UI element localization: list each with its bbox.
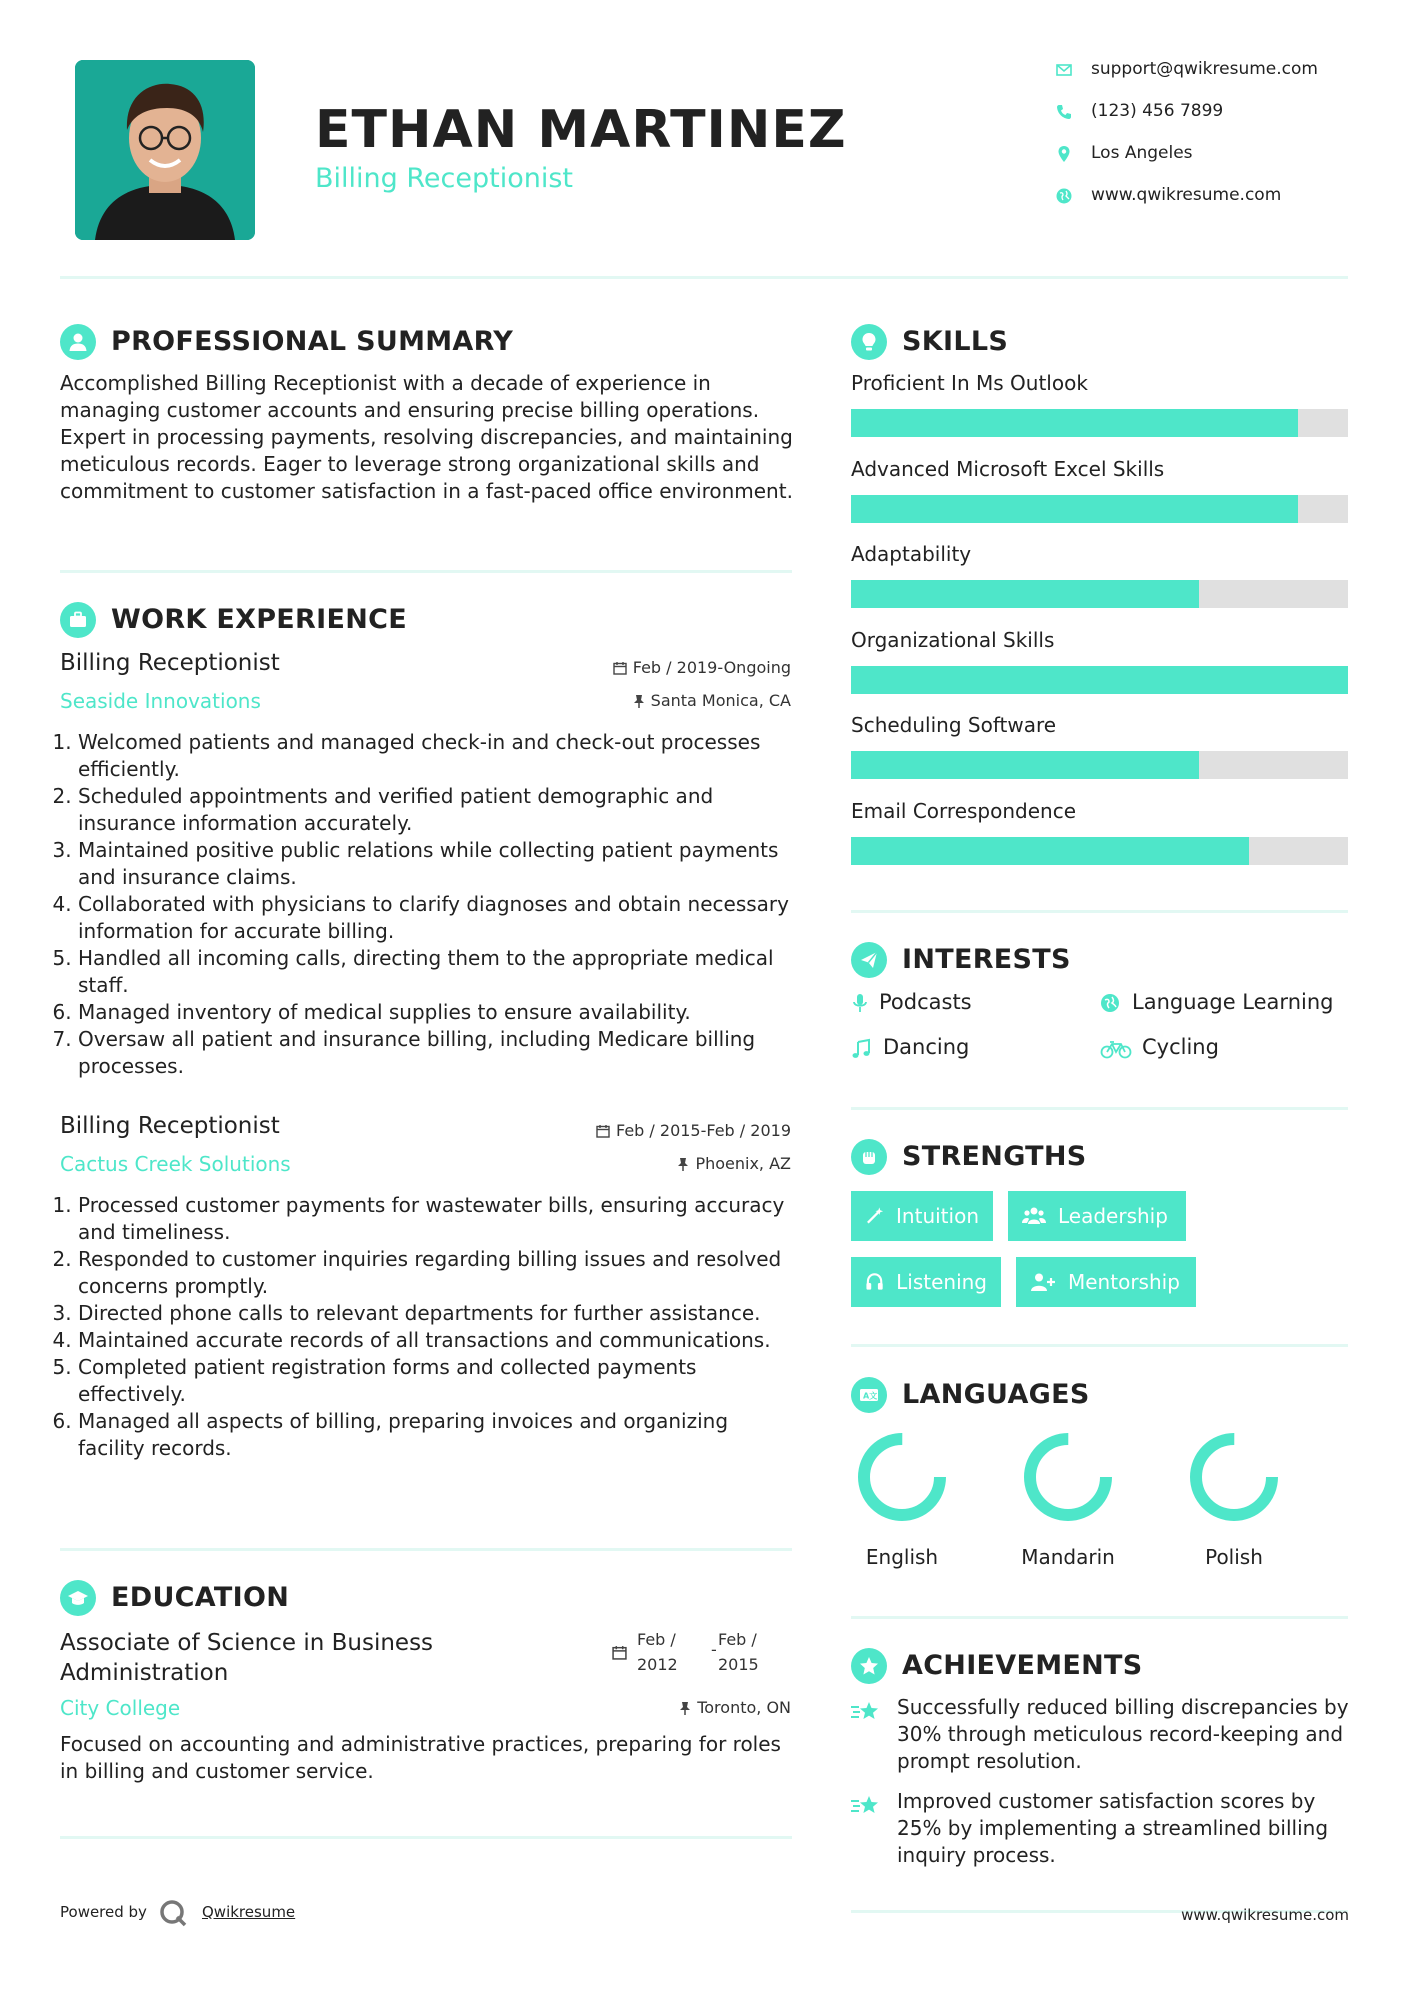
education-start-line1: Feb /	[637, 1630, 676, 1649]
interest-label: Language Learning	[1132, 990, 1334, 1014]
fist-icon	[851, 1139, 887, 1175]
skills-heading: SKILLS	[902, 326, 1009, 357]
footer-brand-link[interactable]: Qwikresume	[202, 1903, 296, 1921]
skill-label: Scheduling Software	[851, 713, 1057, 737]
experience-heading: WORK EXPERIENCE	[111, 604, 407, 635]
list-item: 5. Completed patient registration forms and collected payments effectively.	[78, 1354, 800, 1408]
contact-email-text: support@qwikresume.com	[1091, 59, 1318, 79]
skill-label: Email Correspondence	[851, 798, 1077, 823]
job-2-bullets	[60, 1192, 800, 1462]
list-item: 5. Handled all incoming calls, directing them to the appropriate medical staff.	[78, 945, 800, 999]
list-item: 4. Collaborated with physicians to clarify diagnoses and obtain necessary information for accurate billing.	[78, 891, 800, 945]
education-end-line2: 2015	[718, 1655, 759, 1674]
skill-bar	[851, 837, 1348, 865]
summary-heading: PROFESSIONAL SUMMARY	[111, 326, 514, 357]
map-pin-icon	[1055, 145, 1073, 163]
list-item: 6. Managed inventory of medical supplies to ensure availability.	[78, 999, 800, 1026]
education-divider	[60, 1836, 792, 1839]
strength-mentorship	[1016, 1257, 1196, 1307]
achievement-1: Successfully reduced billing discrepancies by 30% through meticulous record-keeping and prompt resolution.	[897, 1695, 1349, 1773]
job-1-company: Seaside Innovations	[60, 689, 261, 713]
skill-bar	[851, 495, 1348, 523]
strength-label: Leadership	[1058, 1204, 1168, 1228]
footer-powered-by: Powered by	[60, 1903, 147, 1921]
language-label: English	[865, 1545, 939, 1569]
language-level-arc	[1030, 1439, 1106, 1515]
language-level-ring	[1023, 1432, 1113, 1522]
job-1-dates-text: Feb / 2019-Ongoing	[632, 658, 791, 677]
skill-label: Proficient In Ms Outlook	[851, 371, 1088, 395]
candidate-title: Billing Receptionist	[315, 163, 573, 194]
interests-heading: INTERESTS	[902, 944, 1071, 975]
lightbulb-icon	[851, 324, 887, 360]
microphone-icon	[851, 993, 869, 1015]
interest-label: Dancing	[883, 1035, 970, 1059]
job-2-company: Cactus Creek Solutions	[60, 1152, 291, 1176]
svg-text:A文: A文	[863, 1391, 878, 1401]
pushpin-icon	[677, 1157, 689, 1171]
user-icon	[60, 324, 96, 360]
education-degree: Associate of Science in Business Administration	[60, 1630, 434, 1686]
language-level-arc	[1196, 1439, 1272, 1515]
list-item: 7. Oversaw all patient and insurance billing, including Medicare billing processes.	[78, 1026, 800, 1080]
skill-label: Organizational Skills	[851, 627, 1055, 652]
pushpin-icon	[679, 1701, 691, 1715]
strength-listening	[851, 1257, 1001, 1307]
list-item: 4. Maintained accurate records of all transactions and communications.	[78, 1327, 800, 1354]
contact-phone-text: (123) 456 7899	[1091, 101, 1224, 121]
interest-label: Podcasts	[879, 990, 972, 1014]
job-2-dates-text: Feb / 2015-Feb / 2019	[616, 1121, 791, 1140]
star-badge-icon	[851, 1648, 887, 1684]
strength-intuition	[851, 1191, 993, 1241]
skill-bar-fill	[851, 751, 1199, 779]
job-2-title: Billing Receptionist	[60, 1113, 280, 1139]
language-level-ring	[1189, 1432, 1279, 1522]
job-1-bullets	[60, 729, 800, 1080]
star-icon	[851, 1794, 883, 1818]
interests-divider	[851, 1107, 1348, 1110]
languages-heading: LANGUAGES	[902, 1379, 1090, 1410]
list-item: 3. Maintained positive public relations while collecting patient payments and insurance claims.	[78, 837, 800, 891]
user-plus-icon	[1030, 1272, 1056, 1292]
language-label: Polish	[1205, 1545, 1263, 1569]
summary-divider	[60, 570, 792, 573]
footer-website-link[interactable]: www.qwikresume.com	[1181, 1906, 1349, 1924]
magic-wand-icon	[865, 1206, 884, 1226]
interest-label: Cycling	[1142, 1035, 1219, 1059]
strengths-divider	[851, 1344, 1348, 1347]
globe-icon	[1055, 187, 1073, 205]
education-description: Focused on accounting and administrative practices, preparing for roles in billing and customer service.	[60, 1732, 781, 1783]
job-2-location	[677, 1154, 791, 1173]
job-1-title: Billing Receptionist	[60, 650, 280, 676]
education-school: City College	[60, 1696, 181, 1720]
headphones-icon	[865, 1272, 884, 1292]
job-2-dates	[596, 1121, 791, 1140]
language-label: Mandarin	[1021, 1545, 1115, 1569]
bicycle-icon	[1100, 1038, 1132, 1060]
list-item: 1. Processed customer payments for wastewater bills, ensuring accuracy and timeliness.	[78, 1192, 800, 1246]
language-level-arc	[864, 1439, 940, 1515]
phone-icon	[1055, 103, 1073, 121]
calendar-icon	[612, 1645, 627, 1660]
list-item: 2. Scheduled appointments and verified patient demographic and insurance information accurately.	[78, 783, 800, 837]
globe-icon	[1100, 993, 1122, 1015]
language-level-ring	[857, 1432, 947, 1522]
calendar-icon	[596, 1124, 610, 1138]
envelope-icon	[1055, 61, 1073, 79]
music-note-icon	[851, 1038, 873, 1060]
skill-bar-fill	[851, 580, 1199, 608]
summary-text: Accomplished Billing Receptionist with a decade of experience in managing customer accounts and ensuring precise billing operations. Expert in processing payments, resolving discrepancies, and maintaining meticulous records. Eager to leverage strong organizational skills and commitment to customer satisfaction in a fast-paced office environment.	[60, 371, 793, 503]
list-item: 6. Managed all aspects of billing, preparing invoices and organizing facility records.	[78, 1408, 800, 1462]
skill-bar	[851, 580, 1348, 608]
education-heading: EDUCATION	[111, 1582, 290, 1613]
pushpin-icon	[633, 694, 645, 708]
achievements-heading: ACHIEVEMENTS	[902, 1650, 1143, 1681]
skills-divider	[851, 910, 1348, 913]
qwikresume-logo-icon	[158, 1898, 188, 1928]
education-location	[679, 1698, 791, 1717]
job-2-location-text: Phoenix, AZ	[695, 1154, 791, 1173]
list-item: 3. Directed phone calls to relevant departments for further assistance.	[78, 1300, 800, 1327]
list-item: 2. Responded to customer inquiries regarding billing issues and resolved concerns promptly.	[78, 1246, 800, 1300]
strengths-heading: STRENGTHS	[902, 1141, 1087, 1172]
skill-bar-fill	[851, 495, 1298, 523]
list-item: 1. Welcomed patients and managed check-in and check-out processes efficiently.	[78, 729, 800, 783]
users-icon	[1022, 1206, 1046, 1226]
strength-label: Intuition	[896, 1204, 979, 1228]
skill-bar-fill	[851, 409, 1298, 437]
header-divider	[60, 276, 1348, 279]
strength-label: Listening	[896, 1270, 987, 1294]
education-date-separator: -	[711, 1640, 717, 1659]
strength-label: Mentorship	[1068, 1270, 1180, 1294]
skill-bar	[851, 751, 1348, 779]
graduation-cap-icon	[60, 1580, 96, 1616]
education-start-line2: 2012	[637, 1655, 678, 1674]
candidate-name: ETHAN MARTINEZ	[315, 100, 847, 160]
skill-bar-fill	[851, 837, 1249, 865]
strength-leadership	[1008, 1191, 1186, 1241]
calendar-icon	[613, 661, 627, 675]
education-end-line1: Feb /	[718, 1630, 757, 1649]
job-1-location	[633, 691, 791, 710]
experience-divider	[60, 1548, 792, 1551]
skill-label: Adaptability	[851, 542, 972, 566]
profile-photo	[75, 60, 255, 240]
star-icon	[851, 1700, 883, 1724]
skill-bar	[851, 409, 1348, 437]
achievement-2: Improved customer satisfaction scores by 25% by implementing a streamlined billing inquiry process.	[897, 1789, 1329, 1867]
job-1-location-text: Santa Monica, CA	[650, 691, 791, 710]
skill-label: Advanced Microsoft Excel Skills	[851, 456, 1165, 481]
paper-plane-icon	[851, 942, 887, 978]
job-1-dates	[613, 658, 791, 677]
briefcase-icon	[60, 602, 96, 638]
contact-location-text: Los Angeles	[1091, 143, 1193, 163]
skill-bar	[851, 666, 1348, 694]
language-icon	[851, 1377, 887, 1413]
skill-bar-fill	[851, 666, 1348, 694]
education-location-text: Toronto, ON	[697, 1698, 791, 1717]
contact-website-text: www.qwikresume.com	[1091, 185, 1282, 205]
languages-divider	[851, 1616, 1348, 1619]
